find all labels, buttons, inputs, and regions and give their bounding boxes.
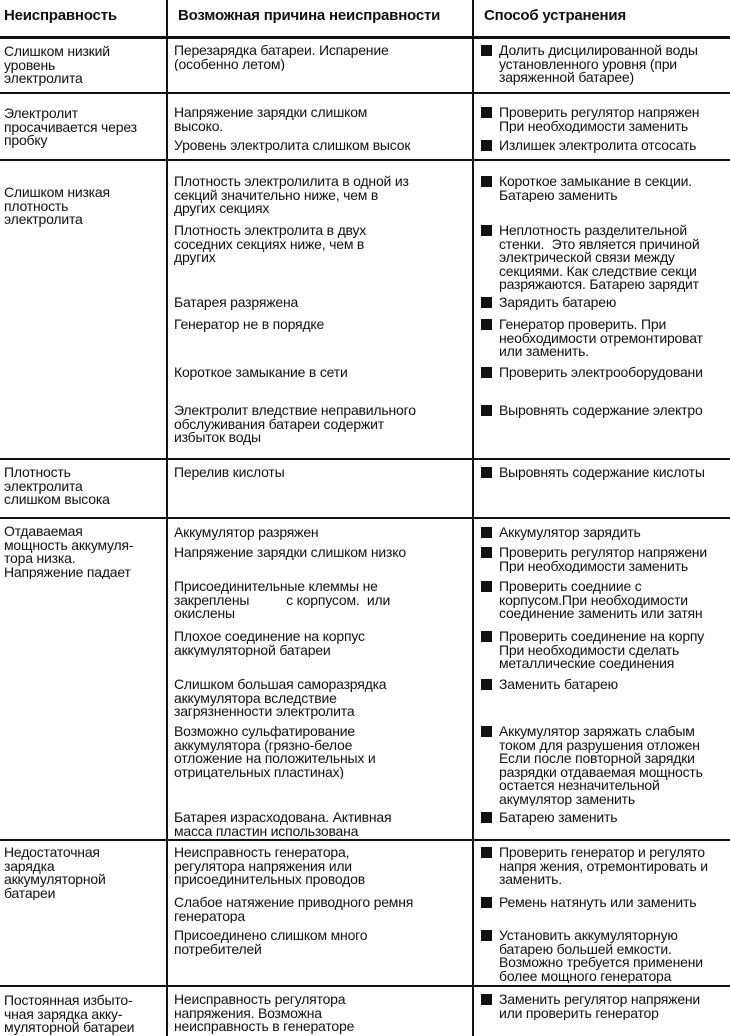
bullet-square-icon bbox=[481, 297, 492, 308]
row-separator bbox=[0, 458, 730, 460]
fault-cell: Постоянная избыто- чная зарядка акку- муляторной батареи bbox=[4, 994, 135, 1035]
cause-cell: Плохое соединение на корпус аккумуляторной батареи bbox=[174, 630, 365, 657]
remedy-cell: Проверить соедниие с корпусом.При необходимости соединение заменить или затян bbox=[499, 580, 703, 621]
remedy-cell: Аккумулятор зарядить bbox=[499, 526, 641, 540]
remedy-cell: Аккумулятор заряжать слабым током для разрушения отложен Если после повторной зарядки разрядки отдаваемая мощность остается незначительной акумулятор заменить bbox=[499, 725, 703, 806]
remedy-cell: Батарею заменить bbox=[499, 811, 618, 825]
bullet-square-icon bbox=[481, 726, 492, 737]
cause-cell: Батарея разряжена bbox=[174, 296, 299, 310]
remedy-cell: Проверить соединение на корпу При необходимости сделать металлические соединения bbox=[499, 630, 705, 671]
bullet-square-icon bbox=[481, 994, 492, 1005]
cause-cell: Слишком большая саморазрядка аккумулятора вследствие загрязненности электролита bbox=[174, 678, 387, 719]
bullet-square-icon bbox=[481, 527, 492, 538]
row-separator bbox=[0, 517, 730, 519]
cause-cell: Неисправность регулятора напряжения. Возможна неисправность в генераторе bbox=[174, 993, 355, 1034]
fault-cell: Плотность электролита слишком высока bbox=[4, 466, 110, 507]
cause-cell: Короткое замыкание в сети bbox=[174, 366, 348, 380]
bullet-square-icon bbox=[481, 897, 492, 908]
cause-cell: Неисправность генератора, регулятора напряжения или присоединительных проводов bbox=[174, 846, 365, 887]
bullet-square-icon bbox=[481, 847, 492, 858]
fault-cell: Слишком низкий уровень электролита bbox=[4, 45, 110, 86]
bullet-square-icon bbox=[481, 930, 492, 941]
bullet-square-icon bbox=[481, 405, 492, 416]
table-header bbox=[0, 0, 730, 39]
remedy-cell: Долить дисцилированной воды установленного уровня (при заряженной батарее) bbox=[499, 44, 698, 85]
remedy-cell: Проверить электрооборудовани bbox=[499, 366, 703, 380]
remedy-cell: Неплотность разделительной стенки. Это является причиной электрической связи между секциями. Как следствие секци разряжаются. Батарею зарядит bbox=[499, 224, 700, 292]
bullet-square-icon bbox=[481, 679, 492, 690]
remedy-cell: Короткое замыкание в секции. Батарею заменить bbox=[499, 175, 692, 202]
bullet-square-icon bbox=[481, 812, 492, 823]
bullet-square-icon bbox=[481, 547, 492, 558]
bullet-square-icon bbox=[481, 631, 492, 642]
remedy-cell: Заменить регулятор напряжени или проверить генератор bbox=[499, 993, 701, 1020]
remedy-cell: Проверить генератор и регулято напря жения, отремонтировать и заменить. bbox=[499, 846, 708, 887]
remedy-cell: Выровнять содержание кислоты bbox=[499, 466, 705, 480]
cause-cell: Аккумулятор разряжен bbox=[174, 526, 319, 540]
remedy-cell: Заменить батарею bbox=[499, 678, 618, 692]
cause-cell: Напряжение зарядки слишком высоко. bbox=[174, 106, 368, 133]
cause-cell: Плотность электролилита в одной из секций значительно ниже, чем в других секциях bbox=[174, 175, 409, 216]
cause-cell: Слабое натяжение приводного ремня генератора bbox=[174, 896, 414, 923]
cause-cell: Напряжение зарядки слишком низко bbox=[174, 546, 406, 560]
bullet-square-icon bbox=[481, 319, 492, 330]
header-cause: Возможная причина неисправности bbox=[178, 7, 441, 24]
row-separator bbox=[0, 92, 730, 94]
remedy-cell: Проверить регулятор напряжен При необходимости заменить bbox=[499, 106, 700, 133]
bullet-square-icon bbox=[481, 225, 492, 236]
bullet-square-icon bbox=[481, 140, 492, 151]
bullet-square-icon bbox=[481, 467, 492, 478]
remedy-cell: Зарядить батарею bbox=[499, 296, 617, 310]
cause-cell: Присоединено слишком много потребителей bbox=[174, 929, 368, 956]
row-separator bbox=[0, 159, 730, 161]
fault-cell: Отдаваемая мощность аккумуля- тора низка. Напряжение падает bbox=[4, 525, 134, 579]
bullet-square-icon bbox=[481, 176, 492, 187]
row-separator bbox=[0, 985, 730, 987]
cause-cell: Перезарядка батареи. Испарение (особенно летом) bbox=[174, 44, 389, 71]
fault-cell: Недостаточная зарядка аккумуляторной батареи bbox=[4, 846, 106, 900]
cause-cell: Присоединительные клеммы не закреплены с корпусом. или окислены bbox=[174, 580, 391, 621]
bullet-square-icon bbox=[481, 367, 492, 378]
row-separator bbox=[0, 839, 730, 841]
cause-cell: Возможно сульфатирование аккумулятора (грязно-белое отложение на положительных и отрицательных пластинах) bbox=[174, 725, 376, 779]
bullet-square-icon bbox=[481, 45, 492, 56]
cause-cell: Плотность электролита в двух соседних секциях ниже, чем в других bbox=[174, 224, 367, 265]
bullet-square-icon bbox=[481, 107, 492, 118]
remedy-cell: Установить аккумуляторную батарею большей емкости. Возможно требуется применени более мощного генератора bbox=[499, 929, 703, 983]
cause-cell: Батарея израсходована. Активная масса пластин использована bbox=[174, 811, 392, 838]
cause-cell: Генератор не в порядке bbox=[174, 318, 325, 332]
cause-cell: Уровень электролита слишком высок bbox=[174, 139, 411, 153]
bullet-square-icon bbox=[481, 581, 492, 592]
remedy-cell: Ремень натянуть или заменить bbox=[499, 896, 697, 910]
fault-cell: Электролит просачивается через пробку bbox=[4, 107, 137, 148]
remedy-cell: Генератор проверить. При необходимости отремонтироват или заменить. bbox=[499, 318, 703, 359]
cause-cell: Электролит вледствие неправильного обслуживания батареи содержит избыток воды bbox=[174, 404, 416, 445]
header-remedy: Способ устранения bbox=[484, 7, 626, 24]
remedy-cell: Выровнять содержание электро bbox=[499, 404, 703, 418]
header-fault: Неисправность bbox=[4, 7, 117, 24]
fault-cell: Слишком низкая плотность электролита bbox=[4, 186, 110, 227]
cause-cell: Перелив кислоты bbox=[174, 466, 285, 480]
remedy-cell: Проверить регулятор напряжени При необходимости заменить bbox=[499, 546, 707, 573]
remedy-cell: Излишек электролита отсосать bbox=[499, 139, 697, 153]
